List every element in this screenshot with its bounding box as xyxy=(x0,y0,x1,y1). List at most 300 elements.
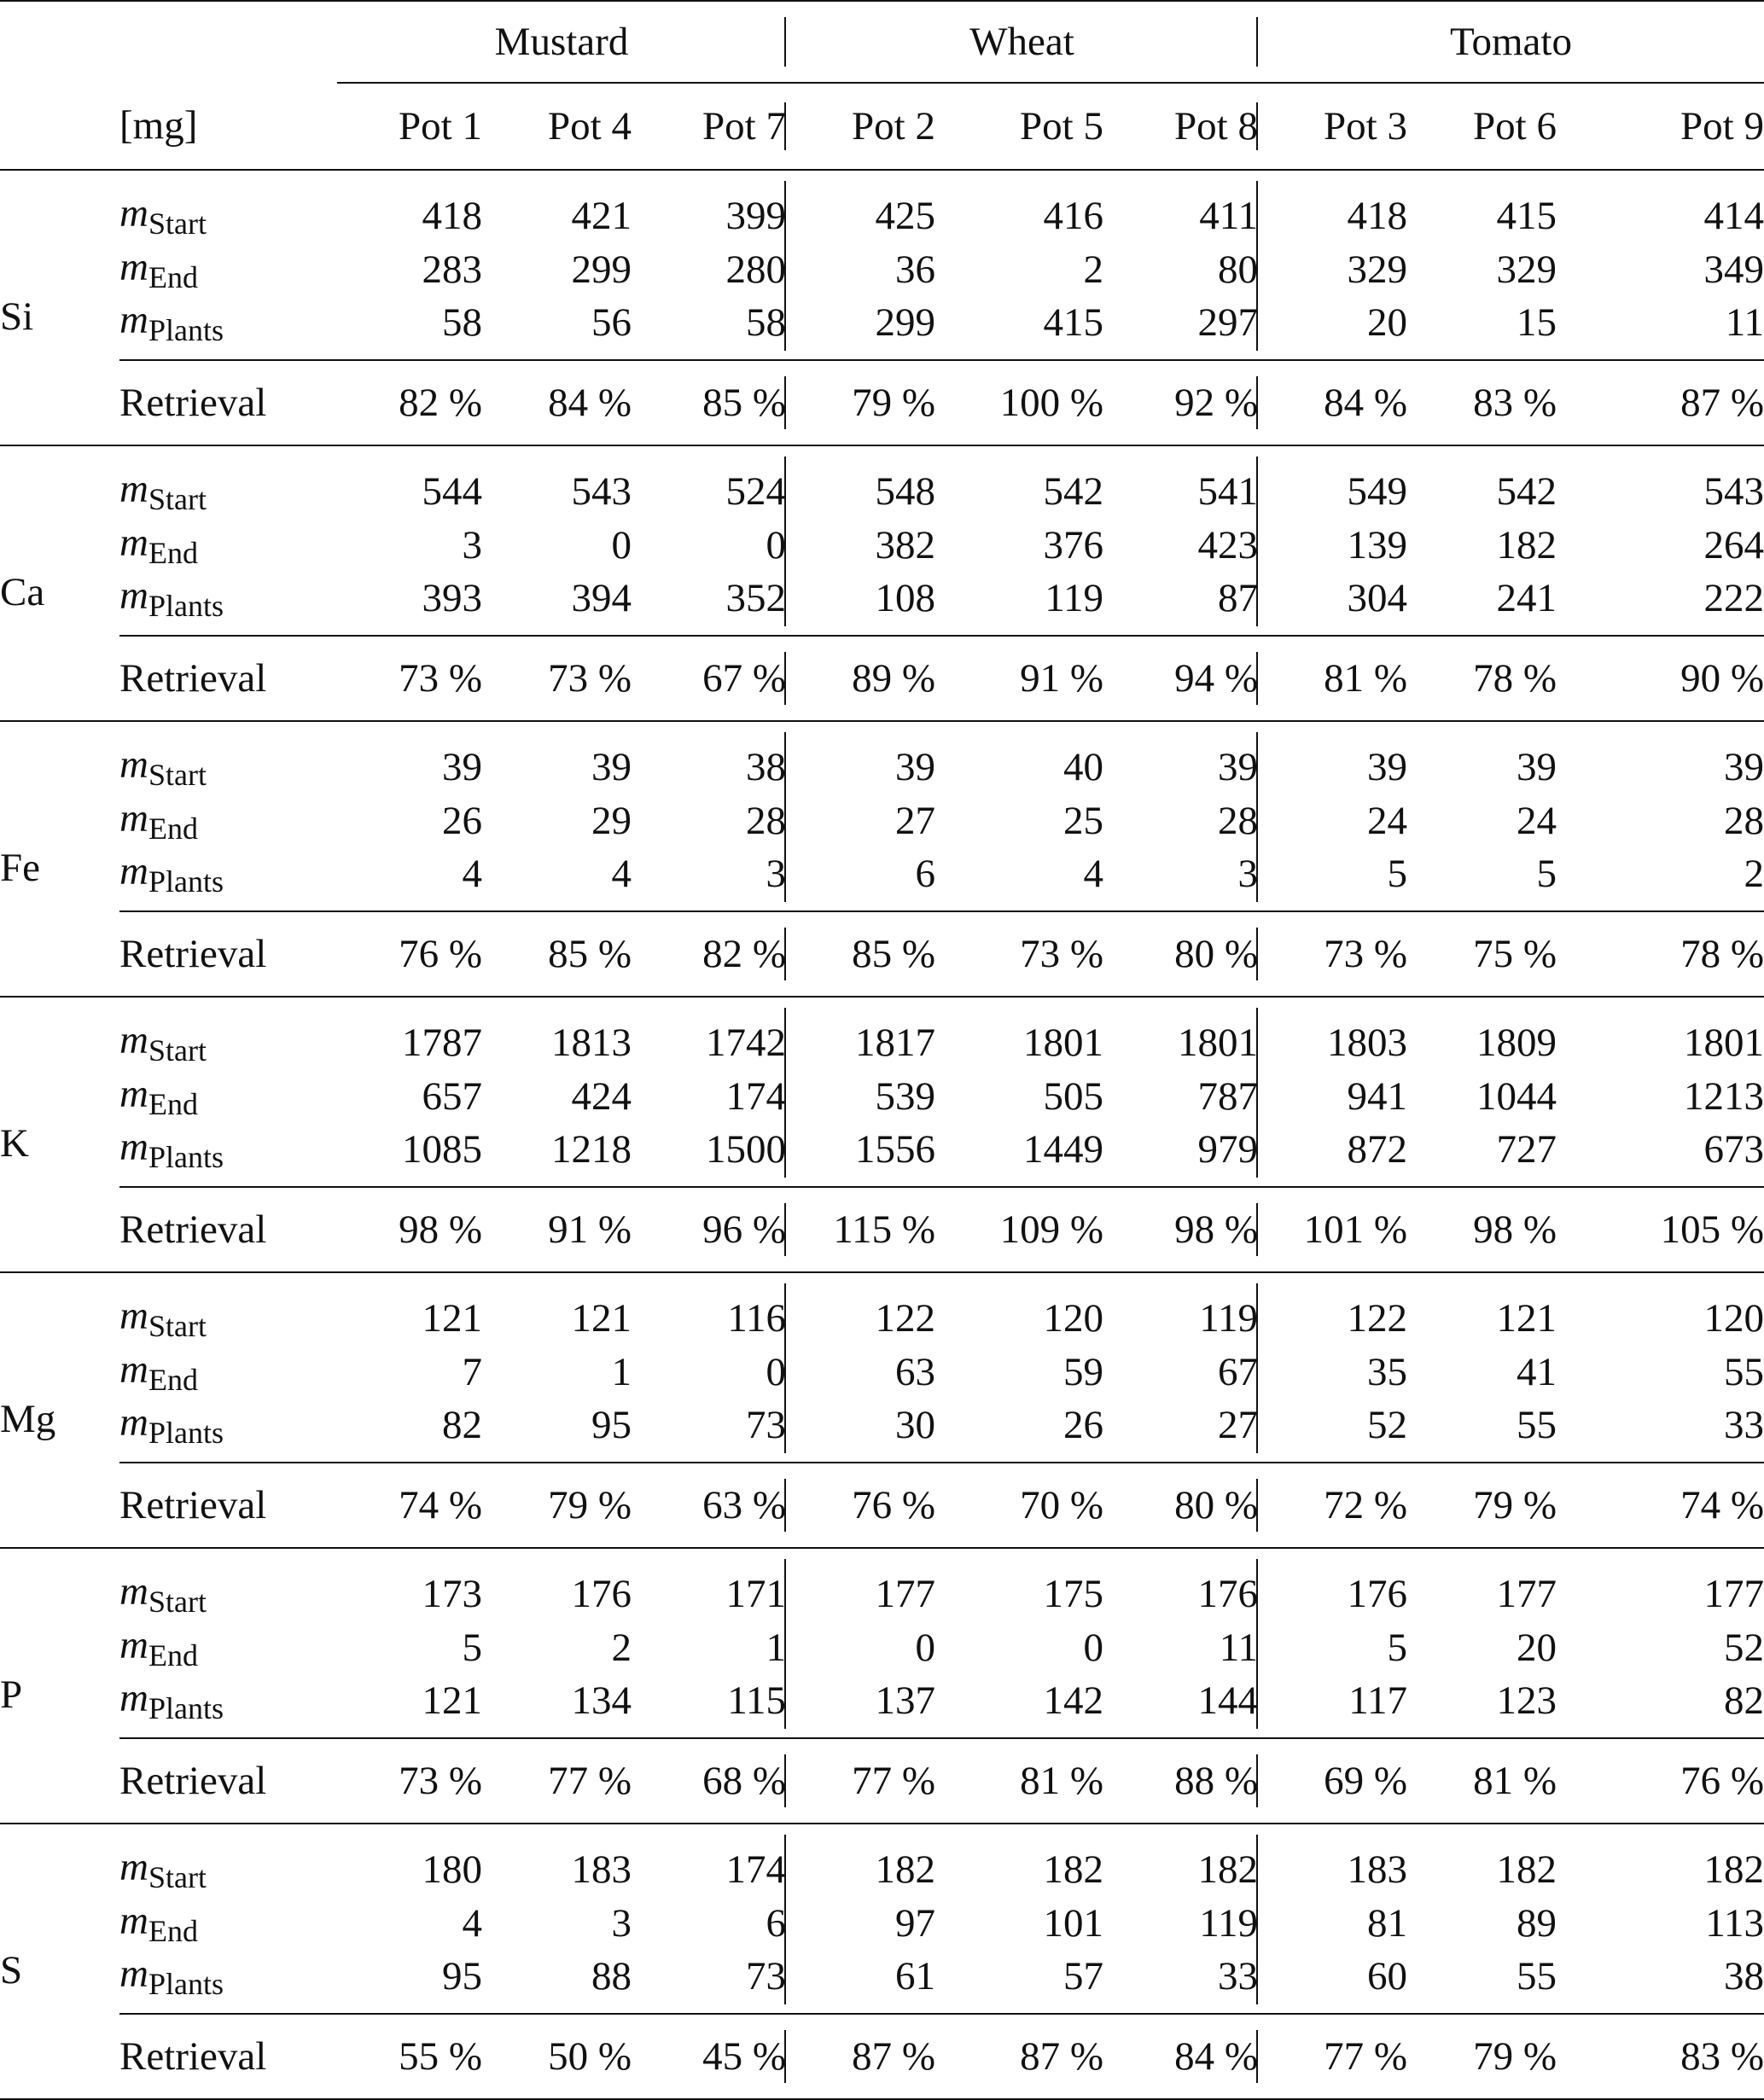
si-retrieval-value: 82 % xyxy=(337,360,482,445)
ca-m-plants-value: 87 xyxy=(1103,573,1258,636)
k-retrieval-value: 98 % xyxy=(1407,1187,1557,1272)
s-m-plants-value: 95 xyxy=(442,1954,482,1998)
ca-m-start-value: 542 xyxy=(1043,469,1103,514)
p-m-plants-value: 137 xyxy=(875,1678,935,1723)
mg-m-plants-value: 27 xyxy=(1103,1399,1258,1463)
fe-m-plants-value: 4 xyxy=(1083,852,1103,896)
p-m-end-value: 5 xyxy=(1387,1626,1407,1670)
row-label-m-plants xyxy=(119,1675,337,1738)
ca-m-end-value: 3 xyxy=(462,523,482,567)
mg-retrieval-value: 72 % xyxy=(1258,1463,1407,1548)
mg-m-start-value: 121 xyxy=(422,1296,482,1341)
column-header-pot-3: Pot 3 xyxy=(1258,83,1407,170)
ca-retrieval-value: 94 % xyxy=(1103,636,1258,721)
si-retrieval-value: 100 % xyxy=(935,360,1103,445)
k-m-start-value: 1801 xyxy=(1103,997,1258,1070)
ca-m-end-value: 182 xyxy=(1496,523,1557,567)
p-m-end-value: 11 xyxy=(1103,1621,1258,1675)
group-header-row xyxy=(0,2,1764,83)
retrieval-label: Retrieval xyxy=(119,1463,337,1548)
si-m-start-value: 399 xyxy=(632,170,786,243)
ca-m-end-value: 423 xyxy=(1103,519,1258,573)
fe-retrieval-value: 73 % xyxy=(935,911,1103,997)
retrieval-label: Retrieval xyxy=(119,636,337,721)
mass-subscript: Start xyxy=(148,1033,207,1067)
fe-m-end-value: 24 xyxy=(1367,799,1407,843)
mass-symbol: m xyxy=(119,1347,148,1392)
si-m-plants-value: 299 xyxy=(875,300,935,345)
p-m-plants-row xyxy=(0,1675,1764,1738)
p-retrieval-value: 81 % xyxy=(1407,1738,1557,1824)
mg-m-plants-value: 55 xyxy=(1517,1403,1557,1447)
k-m-start-value: 1813 xyxy=(551,1021,632,1065)
fe-m-start-value: 40 xyxy=(1063,745,1103,789)
si-retrieval-value: 84 % xyxy=(482,360,632,445)
si-m-plants-value: 15 xyxy=(1517,300,1557,345)
s-retrieval-row xyxy=(0,2014,1764,2099)
p-m-start-value: 176 xyxy=(1347,1572,1407,1616)
column-header-pot-7: Pot 7 xyxy=(632,83,786,170)
p-m-start-value: 173 xyxy=(422,1572,482,1616)
ca-m-plants-value: 108 xyxy=(875,576,935,620)
ca-retrieval-value: 67 % xyxy=(632,636,786,721)
s-m-end-value: 89 xyxy=(1517,1901,1557,1946)
ca-m-plants-value: 222 xyxy=(1703,576,1764,620)
ca-retrieval-row xyxy=(0,636,1764,721)
si-retrieval-value: 83 % xyxy=(1407,360,1557,445)
row-label-m-end xyxy=(119,794,337,848)
fe-m-plants-value: 5 xyxy=(1387,852,1407,896)
mg-retrieval-value: 80 % xyxy=(1103,1463,1258,1548)
fe-retrieval-value: 80 % xyxy=(1103,911,1258,997)
fe-m-plants-value: 4 xyxy=(611,852,632,896)
k-retrieval-value: 96 % xyxy=(632,1187,786,1272)
mass-subscript: Start xyxy=(148,758,207,792)
k-retrieval-value: 98 % xyxy=(1103,1187,1258,1272)
fe-m-plants-value: 5 xyxy=(1536,852,1557,896)
s-m-start-value: 182 xyxy=(1496,1847,1557,1892)
p-m-end-value: 20 xyxy=(1517,1626,1557,1670)
si-m-plants-value: 58 xyxy=(442,300,482,345)
si-m-start-value: 415 xyxy=(1496,194,1557,238)
ca-m-plants-value: 393 xyxy=(422,576,482,620)
fe-m-plants-value: 3 xyxy=(632,848,786,911)
k-m-start-value: 1801 xyxy=(1023,1021,1103,1065)
si-m-end-value: 299 xyxy=(571,247,632,292)
s-m-plants-value: 33 xyxy=(1103,1951,1258,2014)
p-m-start-value: 177 xyxy=(875,1572,935,1616)
ca-m-start-value: 548 xyxy=(875,469,935,514)
k-m-plants-row xyxy=(0,1124,1764,1187)
ca-retrieval-value: 90 % xyxy=(1557,636,1764,721)
mg-m-start-value: 120 xyxy=(1043,1296,1103,1341)
row-label-m-start xyxy=(119,445,337,519)
fe-m-start-value: 39 xyxy=(895,745,935,789)
mg-m-start-value: 116 xyxy=(632,1272,786,1346)
si-m-start-value: 411 xyxy=(1103,170,1258,243)
k-m-plants-value: 673 xyxy=(1703,1127,1764,1172)
si-m-end-value: 349 xyxy=(1703,247,1764,292)
p-m-plants-value: 142 xyxy=(1043,1678,1103,1723)
mass-subscript: Plants xyxy=(148,1691,224,1725)
s-m-start-value: 182 xyxy=(1043,1847,1103,1892)
retrieval-label: Retrieval xyxy=(119,1187,337,1272)
fe-retrieval-value: 76 % xyxy=(337,911,482,997)
fe-m-plants-value: 4 xyxy=(462,852,482,896)
p-m-end-value: 52 xyxy=(1724,1626,1764,1670)
row-label-m-plants xyxy=(119,1399,337,1463)
k-m-end-row xyxy=(0,1070,1764,1124)
group-header-blank xyxy=(0,2,337,83)
p-m-start-row xyxy=(0,1548,1764,1621)
s-m-start-value: 182 xyxy=(1103,1824,1258,1897)
s-m-end-value: 97 xyxy=(895,1901,935,1946)
s-m-plants-row xyxy=(0,1951,1764,2014)
s-retrieval-value: 50 % xyxy=(482,2014,632,2099)
si-retrieval-value: 87 % xyxy=(1557,360,1764,445)
mass-symbol: m xyxy=(119,1018,148,1062)
fe-retrieval-value: 78 % xyxy=(1557,911,1764,997)
fe-m-start-value: 39 xyxy=(1367,745,1407,789)
k-m-start-row xyxy=(0,997,1764,1070)
mass-symbol: m xyxy=(119,1899,148,1943)
element-label: S xyxy=(0,1824,119,2099)
mass-symbol: m xyxy=(119,849,148,893)
ca-m-start-value: 541 xyxy=(1103,445,1258,519)
p-m-end-value: 2 xyxy=(611,1626,632,1670)
fe-m-start-value: 39 xyxy=(442,745,482,789)
mg-retrieval-value: 70 % xyxy=(935,1463,1103,1548)
si-m-end-value: 329 xyxy=(1496,247,1557,292)
mg-m-end-value: 35 xyxy=(1367,1350,1407,1394)
fe-m-plants-value: 2 xyxy=(1744,852,1764,896)
mg-m-start-value: 119 xyxy=(1103,1272,1258,1346)
p-retrieval-value: 68 % xyxy=(632,1738,786,1824)
ca-m-start-value: 549 xyxy=(1347,469,1407,514)
row-label-m-start xyxy=(119,1824,337,1897)
column-header-pot-6: Pot 6 xyxy=(1407,83,1557,170)
mass-subscript: End xyxy=(148,1638,198,1672)
column-header-pot-4: Pot 4 xyxy=(482,83,632,170)
p-m-plants-value: 117 xyxy=(1348,1678,1407,1723)
element-header-blank xyxy=(0,83,119,170)
mass-subscript: End xyxy=(148,1087,198,1121)
mg-m-end-value: 59 xyxy=(1063,1350,1103,1394)
ca-m-plants-value: 352 xyxy=(632,573,786,636)
ca-m-plants-value: 241 xyxy=(1496,576,1557,620)
row-label-m-end xyxy=(119,1070,337,1124)
ca-m-end-value: 376 xyxy=(1043,523,1103,567)
s-m-plants-value: 88 xyxy=(591,1954,632,1998)
column-header-pot-1: Pot 1 xyxy=(337,83,482,170)
retrieval-label: Retrieval xyxy=(119,2014,337,2099)
row-label-m-plants xyxy=(119,297,337,360)
s-m-start-value: 174 xyxy=(632,1824,786,1897)
mg-m-plants-value: 82 xyxy=(442,1403,482,1447)
row-label-m-start xyxy=(119,1548,337,1621)
k-m-end-value: 505 xyxy=(1043,1074,1103,1119)
s-m-start-value: 180 xyxy=(422,1847,482,1892)
ca-m-end-value: 264 xyxy=(1703,523,1764,567)
row-label-m-start xyxy=(119,1272,337,1346)
element-label: K xyxy=(0,997,119,1272)
mg-m-plants-value: 26 xyxy=(1063,1403,1103,1447)
s-retrieval-value: 77 % xyxy=(1258,2014,1407,2099)
row-label-m-plants xyxy=(119,848,337,911)
k-retrieval-value: 115 % xyxy=(786,1187,935,1272)
mg-retrieval-value: 76 % xyxy=(786,1463,935,1548)
s-m-start-value: 183 xyxy=(571,1847,632,1892)
mass-subscript: Start xyxy=(148,207,207,241)
s-m-start-value: 182 xyxy=(875,1847,935,1892)
mg-m-plants-value: 73 xyxy=(632,1399,786,1463)
s-retrieval-value: 87 % xyxy=(786,2014,935,2099)
p-m-plants-value: 82 xyxy=(1724,1678,1764,1723)
k-m-end-value: 424 xyxy=(571,1074,632,1119)
s-m-plants-value: 61 xyxy=(895,1954,935,1998)
k-m-start-value: 1742 xyxy=(632,997,786,1070)
mg-m-start-value: 121 xyxy=(571,1296,632,1341)
ca-m-plants-value: 119 xyxy=(1045,576,1103,620)
mass-symbol: m xyxy=(119,742,148,787)
column-header-pot-9: Pot 9 xyxy=(1557,83,1764,170)
s-retrieval-value: 84 % xyxy=(1103,2014,1258,2099)
fe-m-start-value: 39 xyxy=(1103,721,1258,794)
ca-m-plants-value: 394 xyxy=(571,576,632,620)
s-retrieval-value: 55 % xyxy=(337,2014,482,2099)
mass-symbol: m xyxy=(119,1072,148,1116)
s-m-plants-value: 55 xyxy=(1517,1954,1557,1998)
s-m-plants-value: 60 xyxy=(1367,1954,1407,1998)
ca-retrieval-value: 78 % xyxy=(1407,636,1557,721)
mass-symbol: m xyxy=(119,1952,148,1996)
si-retrieval-value: 92 % xyxy=(1103,360,1258,445)
k-retrieval-row xyxy=(0,1187,1764,1272)
p-retrieval-value: 69 % xyxy=(1258,1738,1407,1824)
si-m-start-value: 416 xyxy=(1043,194,1103,238)
si-m-end-value: 329 xyxy=(1347,247,1407,292)
si-retrieval-row xyxy=(0,360,1764,445)
ca-retrieval-value: 73 % xyxy=(482,636,632,721)
mass-subscript: Start xyxy=(148,1309,207,1343)
p-retrieval-row xyxy=(0,1738,1764,1824)
k-m-plants-value: 872 xyxy=(1347,1127,1407,1172)
p-retrieval-value: 88 % xyxy=(1103,1738,1258,1824)
column-header-pot-8: Pot 8 xyxy=(1103,83,1258,170)
s-m-plants-value: 38 xyxy=(1724,1954,1764,1998)
ca-retrieval-value: 81 % xyxy=(1258,636,1407,721)
k-m-end-value: 657 xyxy=(422,1074,482,1119)
ca-m-end-value: 382 xyxy=(875,523,935,567)
si-m-plants-row xyxy=(0,297,1764,360)
mass-subscript: End xyxy=(148,1363,198,1397)
mass-subscript: Start xyxy=(148,1585,207,1619)
si-m-end-value: 280 xyxy=(632,243,786,297)
fe-m-end-value: 28 xyxy=(1103,794,1258,848)
mg-m-plants-value: 95 xyxy=(591,1403,632,1447)
p-m-end-row xyxy=(0,1621,1764,1675)
mg-m-plants-value: 30 xyxy=(895,1403,935,1447)
unit-label: [mg] xyxy=(119,83,337,170)
fe-m-plants-row xyxy=(0,848,1764,911)
mass-symbol: m xyxy=(119,521,148,565)
retrieval-label: Retrieval xyxy=(119,1738,337,1824)
ca-m-start-value: 543 xyxy=(1703,469,1764,514)
k-m-end-value: 539 xyxy=(875,1074,935,1119)
p-retrieval-value: 81 % xyxy=(935,1738,1103,1824)
si-m-plants-value: 56 xyxy=(591,300,632,345)
mass-subscript: Plants xyxy=(148,1416,224,1450)
row-label-m-start xyxy=(119,170,337,243)
mass-symbol: m xyxy=(119,1294,148,1338)
k-retrieval-value: 105 % xyxy=(1557,1187,1764,1272)
mass-subscript: End xyxy=(148,811,198,846)
s-retrieval-value: 83 % xyxy=(1557,2014,1764,2099)
ca-m-start-value: 542 xyxy=(1496,469,1557,514)
ca-m-plants-value: 304 xyxy=(1347,576,1407,620)
k-m-end-value: 941 xyxy=(1347,1074,1407,1119)
mass-subscript: Plants xyxy=(148,589,224,623)
mass-symbol: m xyxy=(119,796,148,841)
mass-symbol: m xyxy=(119,1400,148,1445)
fe-retrieval-row xyxy=(0,911,1764,997)
p-m-plants-value: 115 xyxy=(632,1675,786,1738)
s-m-end-value: 101 xyxy=(1043,1901,1103,1946)
k-m-start-value: 1803 xyxy=(1327,1021,1407,1065)
ca-m-start-row xyxy=(0,445,1764,519)
si-m-start-value: 425 xyxy=(875,194,935,238)
s-retrieval-value: 45 % xyxy=(632,2014,786,2099)
k-m-plants-value: 979 xyxy=(1103,1124,1258,1187)
s-m-start-value: 182 xyxy=(1703,1847,1764,1892)
p-m-end-value: 5 xyxy=(462,1626,482,1670)
row-label-m-plants xyxy=(119,1951,337,2014)
ca-m-start-value: 544 xyxy=(422,469,482,514)
fe-retrieval-value: 75 % xyxy=(1407,911,1557,997)
p-m-start-value: 171 xyxy=(632,1548,786,1621)
fe-m-start-row xyxy=(0,721,1764,794)
k-retrieval-value: 109 % xyxy=(935,1187,1103,1272)
si-m-end-row xyxy=(0,243,1764,297)
mg-m-start-value: 122 xyxy=(1347,1296,1407,1341)
element-label: Ca xyxy=(0,445,119,721)
row-label-m-end xyxy=(119,1897,337,1951)
si-m-start-row xyxy=(0,170,1764,243)
si-m-plants-value: 297 xyxy=(1103,297,1258,360)
mg-retrieval-value: 74 % xyxy=(1557,1463,1764,1548)
fe-m-start-value: 38 xyxy=(632,721,786,794)
group-header-tomato: Tomato xyxy=(1258,2,1764,83)
ca-m-end-value: 0 xyxy=(632,519,786,573)
mg-m-start-row xyxy=(0,1272,1764,1346)
fe-retrieval-value: 85 % xyxy=(786,911,935,997)
fe-m-end-value: 25 xyxy=(1063,799,1103,843)
ca-m-start-value: 524 xyxy=(632,445,786,519)
row-label-m-plants xyxy=(119,1124,337,1187)
si-m-end-value: 2 xyxy=(1083,247,1103,292)
p-retrieval-value: 73 % xyxy=(337,1738,482,1824)
mass-subscript: End xyxy=(148,260,198,294)
row-label-m-plants xyxy=(119,573,337,636)
mg-retrieval-value: 79 % xyxy=(482,1463,632,1548)
mg-retrieval-value: 74 % xyxy=(337,1463,482,1548)
s-retrieval-value: 87 % xyxy=(935,2014,1103,2099)
fe-retrieval-value: 85 % xyxy=(482,911,632,997)
mass-subscript: End xyxy=(148,536,198,570)
p-m-start-value: 176 xyxy=(571,1572,632,1616)
k-m-start-value: 1801 xyxy=(1684,1021,1764,1065)
ca-retrieval-value: 89 % xyxy=(786,636,935,721)
si-m-end-value: 36 xyxy=(895,247,935,292)
mass-symbol: m xyxy=(119,1676,148,1720)
mass-subscript: Plants xyxy=(148,864,224,899)
group-header-mustard: Mustard xyxy=(337,2,786,83)
k-m-end-value: 1044 xyxy=(1476,1074,1557,1119)
s-m-end-row xyxy=(0,1897,1764,1951)
retrieval-label: Retrieval xyxy=(119,911,337,997)
si-retrieval-value: 84 % xyxy=(1258,360,1407,445)
mass-subscript: Plants xyxy=(148,313,224,347)
fe-m-end-value: 26 xyxy=(442,799,482,843)
k-m-end-value: 174 xyxy=(632,1070,786,1124)
p-m-start-value: 175 xyxy=(1043,1572,1103,1616)
k-retrieval-value: 98 % xyxy=(337,1187,482,1272)
ca-retrieval-value: 91 % xyxy=(935,636,1103,721)
row-label-m-end xyxy=(119,243,337,297)
ca-m-end-row xyxy=(0,519,1764,573)
fe-m-start-value: 39 xyxy=(1517,745,1557,789)
mass-subscript: End xyxy=(148,1914,198,1948)
fe-m-end-value: 27 xyxy=(895,799,935,843)
k-m-plants-value: 1449 xyxy=(1023,1127,1103,1172)
si-m-plants-value: 20 xyxy=(1367,300,1407,345)
mg-retrieval-value: 63 % xyxy=(632,1463,786,1548)
p-retrieval-value: 76 % xyxy=(1557,1738,1764,1824)
ca-m-plants-row xyxy=(0,573,1764,636)
k-retrieval-value: 91 % xyxy=(482,1187,632,1272)
si-m-start-value: 418 xyxy=(1347,194,1407,238)
s-m-end-value: 4 xyxy=(462,1901,482,1946)
si-m-start-value: 414 xyxy=(1703,194,1764,238)
si-retrieval-value: 79 % xyxy=(786,360,935,445)
s-m-end-value: 113 xyxy=(1705,1901,1764,1946)
mass-subscript: Plants xyxy=(148,1967,224,2001)
mass-subscript: Start xyxy=(148,1860,207,1894)
k-m-end-value: 787 xyxy=(1103,1070,1258,1124)
si-m-plants-value: 11 xyxy=(1725,300,1764,345)
p-m-start-value: 176 xyxy=(1103,1548,1258,1621)
mg-retrieval-value: 79 % xyxy=(1407,1463,1557,1548)
element-label: Fe xyxy=(0,721,119,997)
mass-subscript: Start xyxy=(148,482,207,516)
k-m-end-value: 1213 xyxy=(1684,1074,1764,1119)
p-m-plants-value: 134 xyxy=(571,1678,632,1723)
row-label-m-end xyxy=(119,1621,337,1675)
s-m-start-value: 183 xyxy=(1347,1847,1407,1892)
s-m-plants-value: 57 xyxy=(1063,1954,1103,1998)
p-m-plants-value: 144 xyxy=(1103,1675,1258,1738)
fe-m-end-value: 29 xyxy=(591,799,632,843)
si-m-end-value: 80 xyxy=(1103,243,1258,297)
ca-m-end-value: 0 xyxy=(611,523,632,567)
group-header-wheat: Wheat xyxy=(786,2,1258,83)
mass-symbol: m xyxy=(119,1845,148,1889)
fe-m-plants-value: 6 xyxy=(915,852,935,896)
mass-symbol: m xyxy=(119,191,148,236)
k-m-start-value: 1787 xyxy=(402,1021,482,1065)
mg-m-end-value: 0 xyxy=(632,1346,786,1399)
p-m-start-value: 177 xyxy=(1703,1572,1764,1616)
